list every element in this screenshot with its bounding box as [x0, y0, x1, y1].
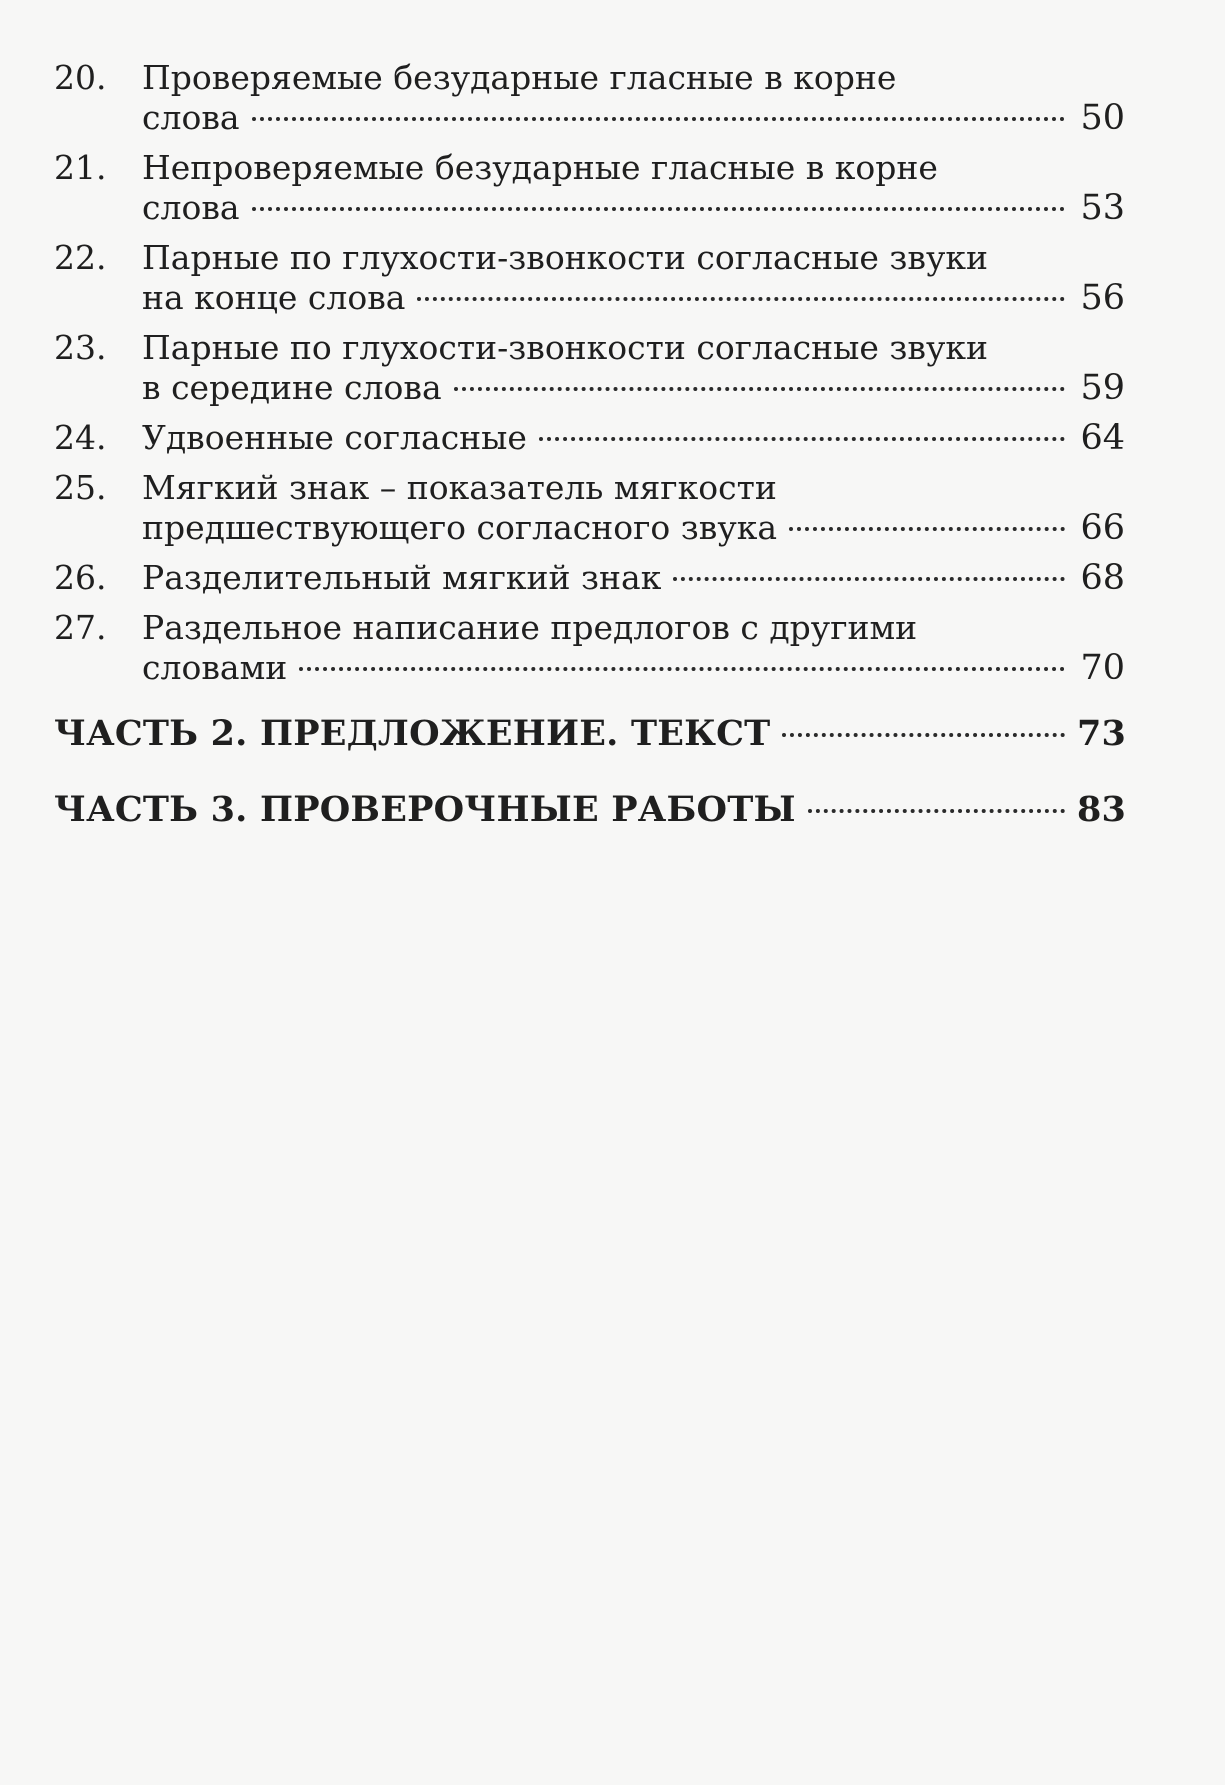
entry-text: [142, 608, 1125, 688]
entry-title-line: Парные по глухости-звонкости согласные звуки: [142, 328, 989, 367]
entry-last-line: [142, 278, 1125, 318]
entry-number: 24.: [54, 418, 107, 457]
entry-last-line: [142, 648, 1125, 688]
entry-title-line: слова: [142, 98, 240, 137]
entry-title-line: Раздельное написание предлогов с другими: [142, 608, 918, 647]
entry-number: 20.: [54, 58, 107, 97]
entry-last-line: [142, 98, 1125, 138]
toc-entry: [54, 608, 1125, 688]
entry-number: 22.: [54, 238, 107, 277]
entry-last-line: [142, 558, 1125, 598]
page-number: 83: [1077, 789, 1127, 830]
page-number: 59: [1080, 368, 1125, 408]
entry-title-line: Парные по глухости-звонкости согласные звуки: [142, 238, 989, 277]
page-number: 53: [1080, 188, 1125, 228]
entry-title-line: предшествующего согласного звука: [142, 508, 778, 547]
entry-title-line: словами: [142, 648, 288, 687]
part-title: ЧАСТЬ 3. ПРОВЕРОЧНЫЕ РАБОТЫ: [54, 789, 796, 830]
toc-entry: [54, 58, 1125, 138]
page-number: 66: [1080, 508, 1125, 548]
entry-last-line: [142, 508, 1125, 548]
entry-text: [142, 148, 1125, 228]
page-number: 50: [1080, 98, 1125, 138]
entry-number: 27.: [54, 608, 107, 647]
entry-last-line: [142, 368, 1125, 408]
entry-title-line: в середине слова: [142, 368, 442, 407]
entry-last-line: [142, 418, 1125, 458]
page-number: 56: [1080, 278, 1125, 318]
entry-number: 25.: [54, 468, 107, 507]
part-heading: [54, 712, 1125, 756]
part-title: ЧАСТЬ 2. ПРЕДЛОЖЕНИЕ. ТЕКСТ: [54, 713, 771, 754]
dot-leader: [299, 667, 1065, 671]
entry-title-line: Удвоенные согласные: [142, 418, 527, 457]
dot-leader: [673, 577, 1065, 581]
entry-last-line: [142, 188, 1125, 228]
page-number: 68: [1080, 558, 1125, 598]
toc-entry: [54, 418, 1125, 458]
entry-text: [142, 418, 1125, 458]
entry-text: [142, 58, 1125, 138]
dot-leader: [417, 297, 1065, 301]
entry-title-line: на конце слова: [142, 278, 406, 317]
dot-leader: [539, 437, 1065, 441]
entry-title-line: слова: [142, 188, 240, 227]
part-heading: [54, 788, 1125, 832]
entry-title-line: Проверяемые безударные гласные в корне: [142, 58, 897, 97]
toc-entry: [54, 238, 1125, 318]
dot-leader: [808, 809, 1065, 813]
dot-leader: [782, 733, 1065, 737]
page-number: 64: [1080, 418, 1125, 458]
toc-entry: [54, 328, 1125, 408]
dot-leader: [252, 117, 1065, 121]
entry-text: [142, 468, 1125, 548]
entry-title-line: Разделительный мягкий знак: [142, 558, 662, 597]
page-number: 73: [1077, 713, 1127, 754]
entry-number: 23.: [54, 328, 107, 367]
table-of-contents: [54, 58, 1125, 832]
entry-text: [142, 328, 1125, 408]
dot-leader: [454, 387, 1065, 391]
toc-entry: [54, 468, 1125, 548]
entry-title-line: Непроверяемые безударные гласные в корне: [142, 148, 938, 187]
entry-number: 21.: [54, 148, 107, 187]
dot-leader: [789, 527, 1065, 531]
dot-leader: [252, 207, 1065, 211]
entry-title-line: Мягкий знак – показатель мягкости: [142, 468, 777, 507]
entry-text: [142, 558, 1125, 598]
toc-entry: [54, 148, 1125, 228]
toc-entry: [54, 558, 1125, 598]
page-number: 70: [1080, 648, 1125, 688]
entry-text: [142, 238, 1125, 318]
entry-number: 26.: [54, 558, 107, 597]
